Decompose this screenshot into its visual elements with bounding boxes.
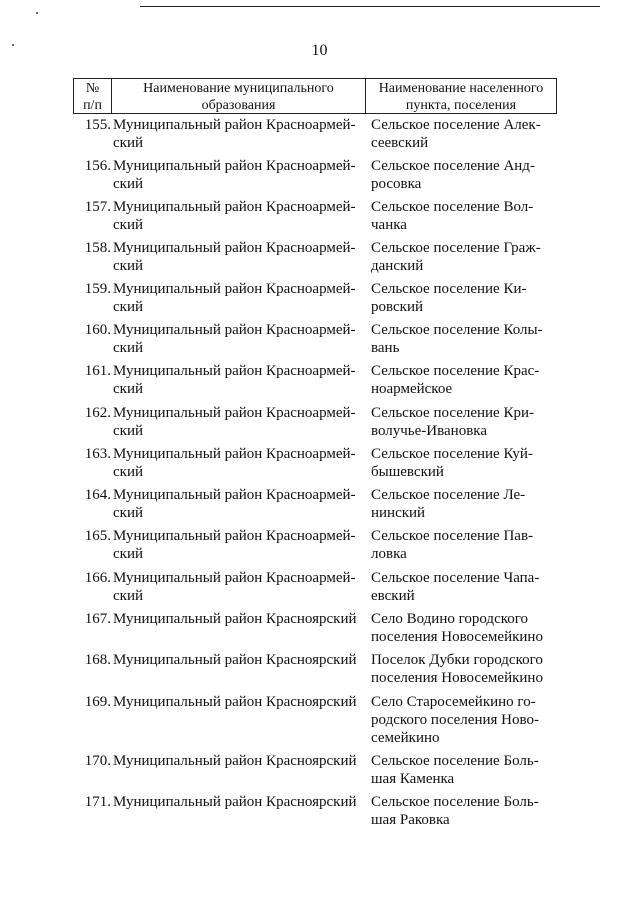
scan-speck [36, 12, 38, 14]
municipality-line: Муниципальный район Красноармей- [113, 487, 356, 503]
row-settlement [371, 569, 556, 605]
settlement-line: Сельское поселение Ле- [371, 487, 526, 503]
row-settlement [371, 610, 556, 646]
row-municipality [113, 752, 363, 770]
settlement-line: волучье-Ивановка [371, 423, 488, 439]
row-number: 156. [84, 158, 111, 174]
settlement-line: чанка [371, 217, 407, 233]
settlement-line: Сельское поселение Крас- [371, 363, 540, 379]
municipality-line: Муниципальный район Красноармей- [113, 570, 356, 586]
settlement-line: Сельское поселение Боль- [371, 753, 539, 769]
row-number: 163. [84, 446, 111, 462]
settlement-line: Сельское поселение Чапа- [371, 570, 540, 586]
table-header [73, 78, 557, 114]
row-settlement [371, 321, 556, 357]
row-settlement [371, 486, 556, 522]
row-municipality [113, 569, 363, 605]
row-municipality [113, 693, 363, 711]
municipality-line: ский [113, 381, 143, 397]
header-number-column [74, 79, 112, 113]
top-rule [140, 6, 600, 7]
header-municipality-line: Наименование муниципального [143, 81, 334, 96]
row-municipality [113, 793, 363, 811]
municipality-line: ский [113, 176, 143, 192]
settlement-line: росовка [371, 176, 422, 192]
municipality-line: ский [113, 135, 143, 151]
municipality-line: Муниципальный район Красноярский [113, 652, 357, 668]
row-settlement [371, 239, 556, 275]
settlement-line: бышевский [371, 464, 444, 480]
row-settlement [371, 198, 556, 234]
header-municipality-line: образования [201, 98, 276, 113]
settlement-line: нинский [371, 505, 426, 521]
settlement-line: Село Старосемейкино го- [371, 694, 536, 710]
row-settlement [371, 527, 556, 563]
municipality-line: Муниципальный район Красноармей- [113, 528, 356, 544]
row-settlement [371, 445, 556, 481]
row-municipality [113, 486, 363, 522]
row-settlement [371, 362, 556, 398]
settlement-line: поселения Новосемейкино [371, 670, 543, 686]
row-number: 164. [84, 487, 111, 503]
municipality-line: Муниципальный район Красноярский [113, 794, 357, 810]
row-municipality [113, 239, 363, 275]
row-number: 168. [84, 652, 111, 668]
row-municipality [113, 445, 363, 481]
settlement-line: Поселок Дубки городского [371, 652, 543, 668]
settlement-line: Сельское поселение Ки- [371, 281, 527, 297]
settlement-line: семейкино [371, 730, 440, 746]
municipality-line: Муниципальный район Красноармей- [113, 240, 356, 256]
row-settlement [371, 404, 556, 440]
settlement-line: Сельское поселение Граж- [371, 240, 541, 256]
municipality-line: Муниципальный район Красноармей- [113, 363, 356, 379]
row-municipality [113, 651, 363, 669]
municipality-line: Муниципальный район Красноармей- [113, 281, 356, 297]
row-number: 169. [84, 694, 111, 710]
row-municipality [113, 321, 363, 357]
settlement-line: ловка [371, 546, 407, 562]
row-settlement [371, 280, 556, 316]
municipality-line: ский [113, 546, 143, 562]
municipality-line: Муниципальный район Красноармей- [113, 405, 356, 421]
row-number: 166. [84, 570, 111, 586]
row-number: 160. [84, 322, 111, 338]
row-number: 167. [84, 611, 111, 627]
municipality-line: Муниципальный район Красноярский [113, 753, 357, 769]
row-municipality [113, 362, 363, 398]
settlement-line: данский [371, 258, 424, 274]
settlement-line: Сельское поселение Боль- [371, 794, 539, 810]
row-municipality [113, 116, 363, 152]
municipality-line: Муниципальный район Красноармей- [113, 199, 356, 215]
settlement-line: сеевский [371, 135, 429, 151]
row-settlement [371, 793, 556, 829]
header-municipality-column [112, 79, 366, 113]
row-number: 158. [84, 240, 111, 256]
page-number: 10 [311, 42, 328, 59]
settlement-line: Сельское поселение Кри- [371, 405, 534, 421]
settlement-line: ноармейское [371, 381, 453, 397]
row-municipality [113, 404, 363, 440]
settlement-line: шая Раковка [371, 812, 450, 828]
municipality-line: Муниципальный район Красноармей- [113, 158, 356, 174]
municipality-line: Муниципальный район Красноармей- [113, 117, 356, 133]
header-number-line: № [85, 81, 100, 96]
municipality-line: ский [113, 464, 143, 480]
settlement-line: поселения Новосемейкино [371, 629, 543, 645]
row-municipality [113, 157, 363, 193]
row-number: 165. [84, 528, 111, 544]
municipality-line: Муниципальный район Красноармей- [113, 446, 356, 462]
settlement-line: Сельское поселение Пав- [371, 528, 534, 544]
settlement-line: Сельское поселение Вол- [371, 199, 534, 215]
settlement-line: шая Каменка [371, 771, 455, 787]
header-settlement-column [366, 79, 556, 113]
settlement-line: Сельское поселение Колы- [371, 322, 543, 338]
municipality-line: ский [113, 258, 143, 274]
settlement-line: вань [371, 340, 400, 356]
municipality-line: ский [113, 299, 143, 315]
row-municipality [113, 280, 363, 316]
header-settlement-line: Наименование населенного [378, 81, 544, 96]
row-number: 162. [84, 405, 111, 421]
row-number: 170. [84, 753, 111, 769]
row-number: 159. [84, 281, 111, 297]
row-settlement [371, 693, 556, 747]
row-municipality [113, 610, 363, 628]
row-number: 161. [84, 363, 111, 379]
header-settlement-line: пункта, поселения [405, 98, 517, 113]
settlement-line: Сельское поселение Алек- [371, 117, 541, 133]
municipality-line: Муниципальный район Красноярский [113, 694, 357, 710]
settlement-line: ровский [371, 299, 423, 315]
municipality-line: Муниципальный район Красноярский [113, 611, 357, 627]
settlement-line: Село Водино городского [371, 611, 529, 627]
row-number: 171. [84, 794, 111, 810]
row-settlement [371, 651, 556, 687]
municipality-line: ский [113, 340, 143, 356]
settlement-line: евский [371, 588, 415, 604]
row-settlement [371, 752, 556, 788]
municipality-line: Муниципальный район Красноармей- [113, 322, 356, 338]
municipality-line: ский [113, 588, 143, 604]
row-settlement [371, 157, 556, 193]
header-number-line: п/п [83, 98, 102, 113]
municipality-line: ский [113, 423, 143, 439]
municipality-line: ский [113, 217, 143, 233]
row-municipality [113, 527, 363, 563]
settlement-line: Сельское поселение Анд- [371, 158, 535, 174]
row-settlement [371, 116, 556, 152]
settlement-line: родского поселения Ново- [371, 712, 539, 728]
row-number: 155. [84, 117, 111, 133]
settlement-line: Сельское поселение Куй- [371, 446, 533, 462]
municipality-line: ский [113, 505, 143, 521]
row-municipality [113, 198, 363, 234]
row-number: 157. [84, 199, 111, 215]
